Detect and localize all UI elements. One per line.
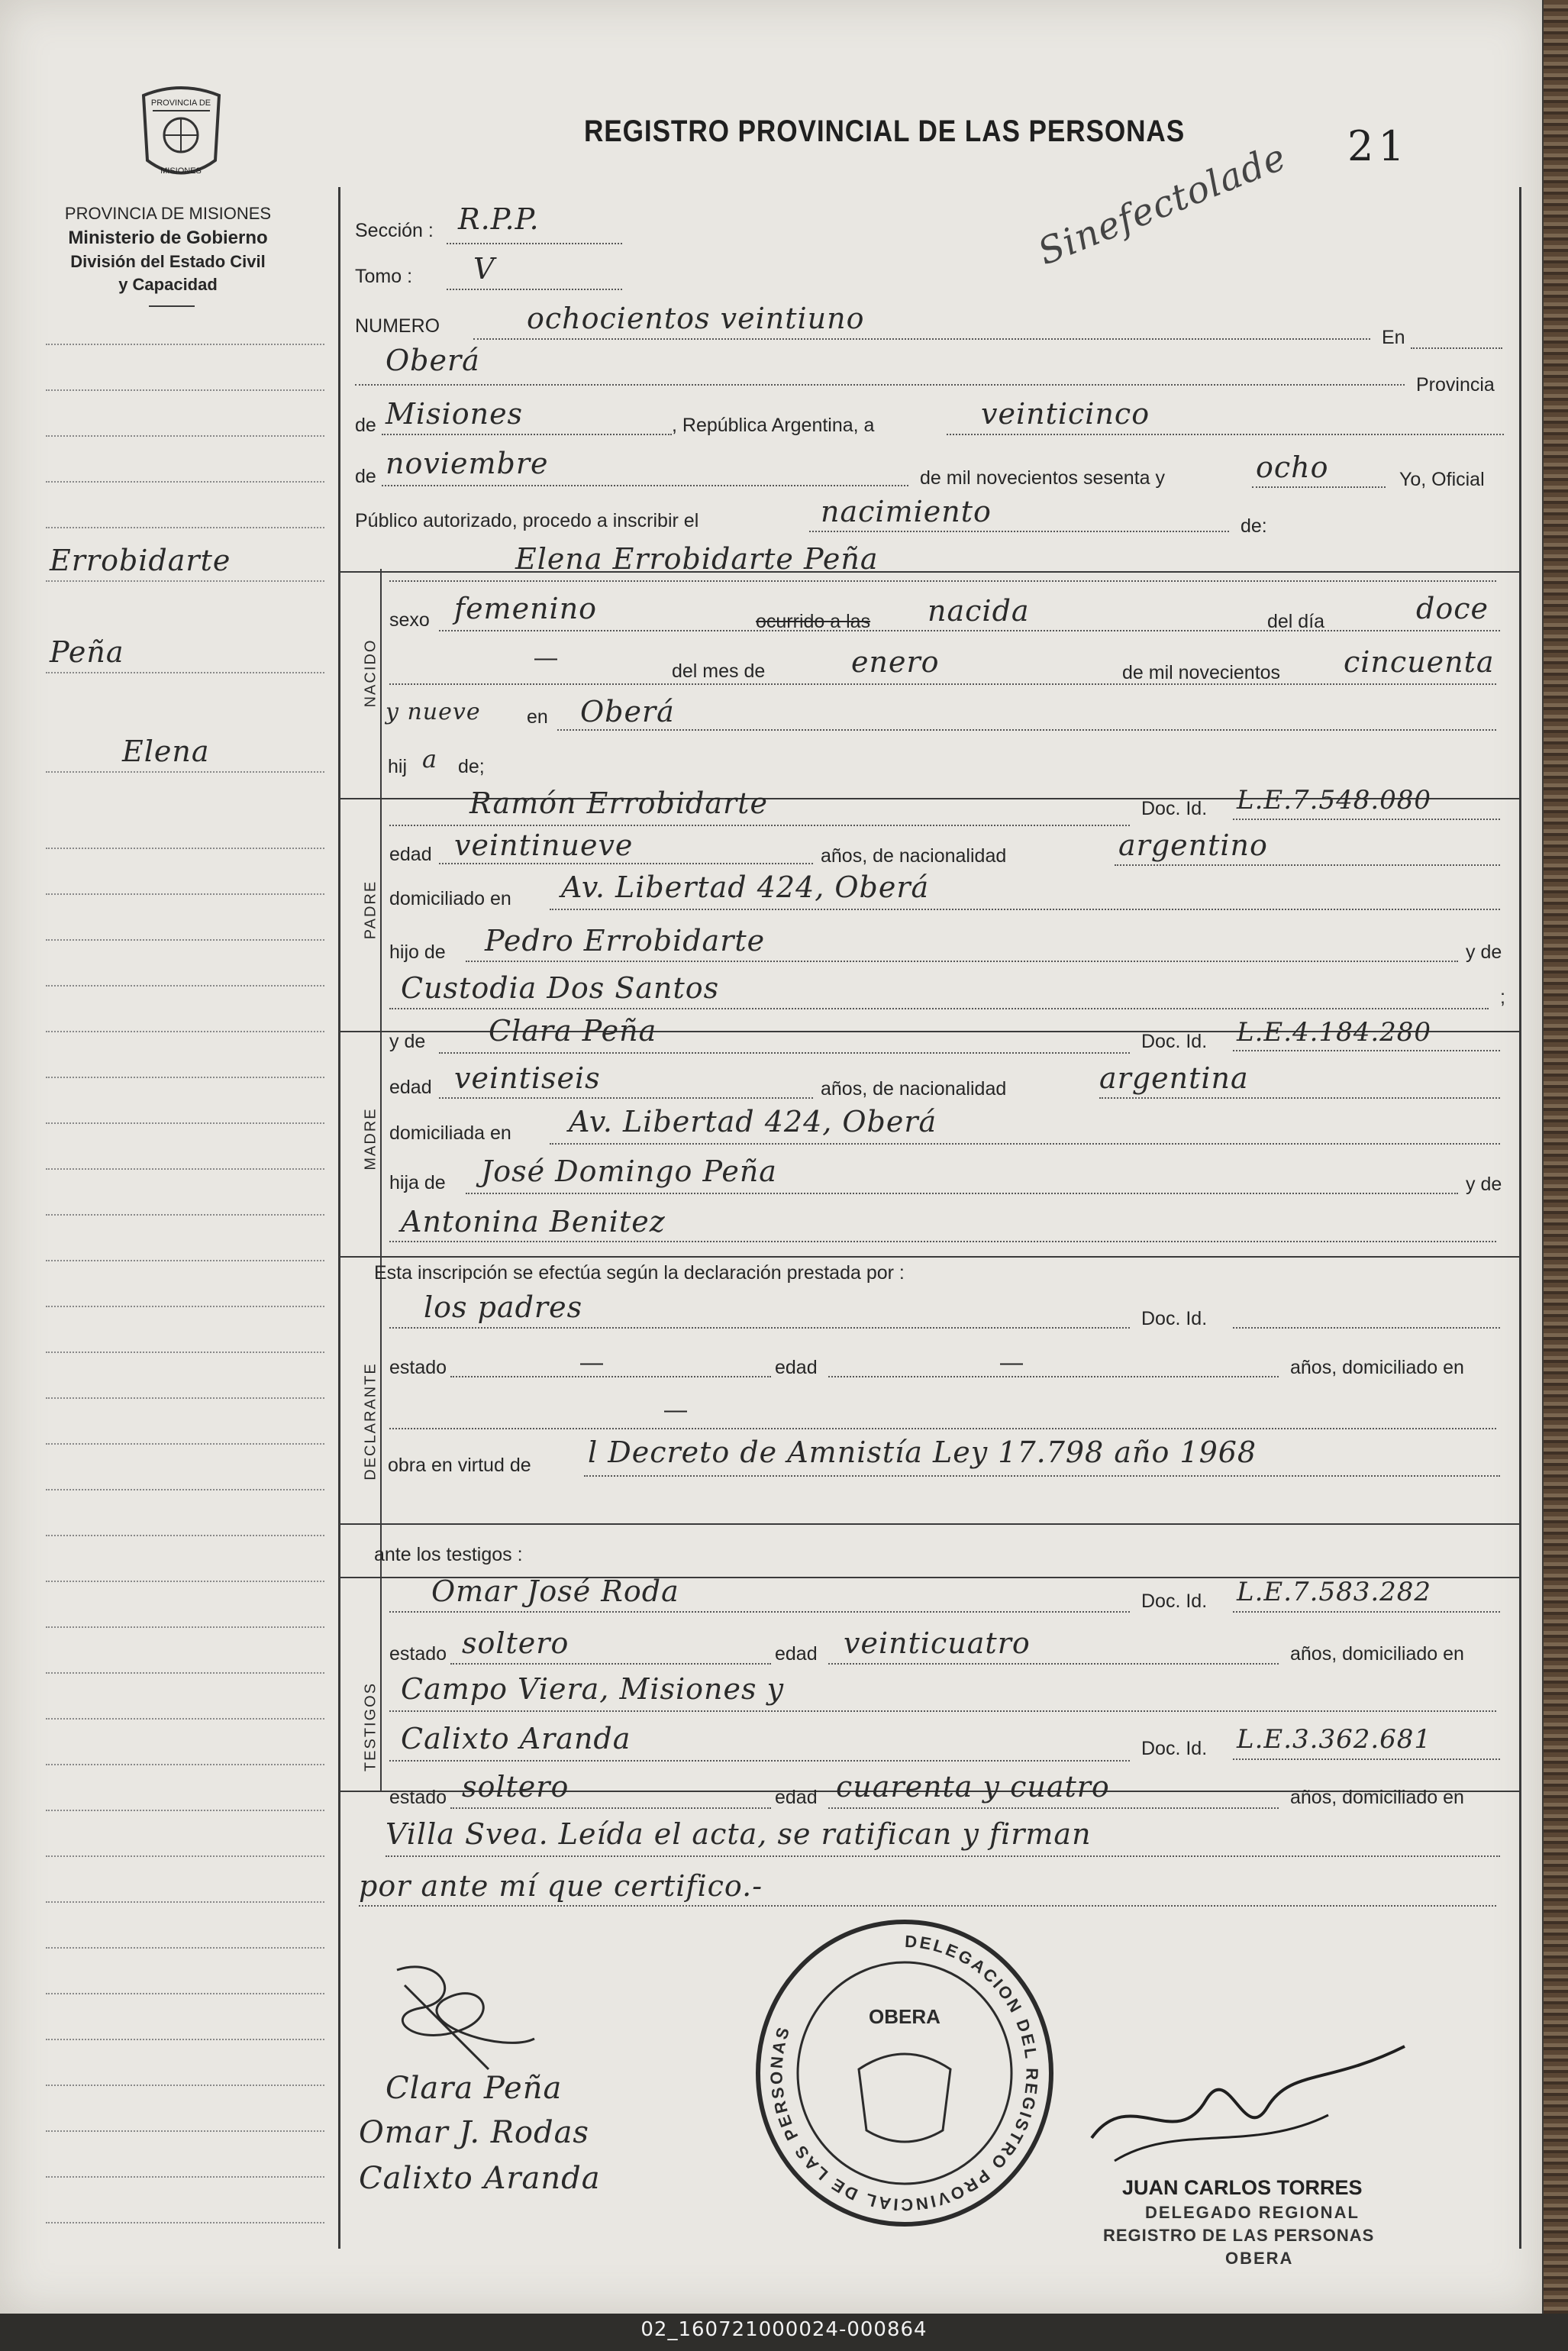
margin-line <box>46 939 324 941</box>
mil-novecientos-label: de mil novecientos <box>1122 662 1281 683</box>
father-name: Ramón Errobidarte <box>469 786 768 820</box>
margin-rule <box>338 187 340 2249</box>
closing-line-2 <box>359 1905 1496 1907</box>
republica-label: , República Argentina, a <box>672 415 875 436</box>
margin-line <box>46 771 324 773</box>
w1-estado-line <box>450 1663 771 1665</box>
seccion-line <box>447 243 622 244</box>
margin-line <box>46 848 324 849</box>
seccion-label: Sección : <box>355 220 434 241</box>
birth-year-value: cincuenta <box>1344 645 1495 679</box>
act-value: nacimiento <box>821 495 992 528</box>
mother-father-line <box>466 1193 1458 1194</box>
mother-nat-line <box>1099 1097 1500 1099</box>
agency-ministry: Ministerio de Gobierno <box>68 228 268 248</box>
agency-divider <box>149 305 195 307</box>
margin-line <box>46 1122 324 1124</box>
official-name: JUAN CARLOS TORRES <box>1122 2176 1363 2199</box>
father-father: Pedro Errobidarte <box>485 924 766 958</box>
father-age-line <box>439 863 813 864</box>
province-line <box>382 434 672 435</box>
cancel-stamp-handwriting: Sinefectolade <box>1032 135 1292 274</box>
official-round-stamp <box>752 1917 1057 2230</box>
w2-age: cuarenta y cuatro <box>836 1770 1110 1804</box>
emblem-text-bottom: MISIONES <box>160 166 202 176</box>
mother-edad-label: edad <box>389 1077 432 1098</box>
declarant-address-line <box>389 1428 1496 1429</box>
w1-doc-label: Doc. Id. <box>1141 1590 1208 1612</box>
w2-edad-label: edad <box>775 1787 818 1808</box>
declarant-address-dash: — <box>664 1397 687 1423</box>
tomo-label: Tomo : <box>355 266 413 287</box>
closing-line-1 <box>386 1855 1500 1857</box>
mother-age: veintiseis <box>454 1061 601 1095</box>
declarant-estado-line <box>450 1376 771 1377</box>
margin-line <box>46 1672 324 1674</box>
w1-estado: soltero <box>462 1626 569 1660</box>
side-label-testigos: TESTIGOS <box>362 1681 379 1772</box>
book-binding-edge <box>1544 0 1568 2314</box>
y-nueve-value: y nueve <box>386 699 481 725</box>
margin-line <box>46 481 324 483</box>
mother-nat-label: años, de nacionalidad <box>821 1078 1007 1100</box>
page-title: REGISTRO PROVINCIAL DE LAS PERSONAS <box>584 115 1186 148</box>
father-nat: argentino <box>1118 828 1268 862</box>
mother-father: José Domingo Peña <box>481 1155 777 1188</box>
declarant-edad-dash: — <box>1000 1350 1023 1375</box>
w2-estado-label: estado <box>389 1787 447 1808</box>
side-label-nacido: NACIDO <box>362 638 379 708</box>
place-value: Oberá <box>386 344 480 377</box>
w2-doc-label: Doc. Id. <box>1141 1738 1208 1759</box>
w2-estado: soltero <box>462 1770 569 1804</box>
side-label-madre: MADRE <box>362 1107 379 1171</box>
mother-doc-line <box>1233 1050 1500 1051</box>
w1-address-line <box>389 1710 1496 1712</box>
publico-label: Público autorizado, procedo a inscribir el <box>355 510 699 531</box>
testigos-label: ante los testigos : <box>374 1544 523 1565</box>
margin-line <box>46 1901 324 1903</box>
mother-address: Av. Libertad 424, Oberá <box>569 1105 937 1138</box>
province-value: Misiones <box>386 397 524 431</box>
margin-line <box>46 1855 324 1857</box>
w1-name-line <box>389 1611 1130 1613</box>
nacida-value: nacida <box>928 594 1030 628</box>
de-month-label: de <box>355 466 376 487</box>
mes-value: enero <box>851 645 940 679</box>
tomo-line <box>447 289 622 290</box>
margin-line <box>46 1626 324 1628</box>
dash-mark: — <box>534 645 557 670</box>
mother-nat: argentina <box>1099 1061 1249 1095</box>
de-colon-label: de: <box>1241 515 1267 537</box>
agency-province: PROVINCIA DE MISIONES <box>64 204 272 223</box>
section-rule <box>380 569 382 1791</box>
margin-line <box>46 1443 324 1445</box>
numero-label: NUMERO <box>355 315 440 337</box>
official-signature-icon <box>1084 2016 1412 2191</box>
obra-value: l Decreto de Amnistía Ley 17.798 año 1968 <box>588 1435 1257 1469</box>
father-hijo-de-label: hijo de <box>389 941 446 963</box>
mother-doc: L.E.4.184.280 <box>1237 1017 1432 1048</box>
margin-line <box>46 1489 324 1490</box>
father-nat-label: años, de nacionalidad <box>821 845 1007 867</box>
w2-doc-line <box>1233 1758 1500 1760</box>
en-small-label: en <box>527 706 548 728</box>
semicolon-mark: ; <box>1500 987 1505 1008</box>
tomo-value: V <box>473 252 495 286</box>
obra-label: obra en virtud de <box>388 1455 531 1476</box>
hij-suffix: a <box>422 744 438 773</box>
mother-name-line <box>439 1052 1130 1054</box>
w1-address: Campo Viera, Misiones y <box>401 1672 785 1706</box>
sexo-value: femenino <box>454 592 598 625</box>
margin-line <box>46 1306 324 1307</box>
margin-line <box>46 1581 324 1582</box>
w2-estado-line <box>450 1807 771 1809</box>
father-mother: Custodia Dos Santos <box>401 971 720 1005</box>
mil-label: de mil novecientos sesenta y <box>920 467 1166 489</box>
margin-line <box>46 985 324 987</box>
day-value: veinticinco <box>981 397 1150 431</box>
w2-age-line <box>828 1807 1279 1809</box>
margin-line <box>46 1352 324 1353</box>
margin-line <box>46 1397 324 1399</box>
scribble-signature-icon <box>351 1955 550 2085</box>
closing-text-2: por ante mí que certifico.- <box>359 1869 763 1903</box>
del-mes-label: del mes de <box>672 660 766 682</box>
w1-doc: L.E.7.583.282 <box>1237 1577 1432 1607</box>
margin-line <box>46 1077 324 1078</box>
margin-line <box>46 2130 324 2132</box>
birth-place-line <box>557 729 1496 731</box>
child-name-line <box>389 580 1496 582</box>
en-line <box>1411 347 1502 349</box>
numero-value: ochocientos veintiuno <box>527 302 865 335</box>
margin-line <box>46 344 324 345</box>
mother-name: Clara Peña <box>489 1014 657 1048</box>
father-mother-line <box>389 1008 1489 1009</box>
declarant-value: los padres <box>424 1290 583 1324</box>
stamp-ring-text: DELEGACION DEL REGISTRO PROVINCIAL DE LAS PERSONAS <box>766 1931 1042 2215</box>
del-dia-label: del día <box>1267 611 1325 632</box>
margin-line <box>46 1718 324 1720</box>
act-line <box>809 531 1229 532</box>
margin-note-surname: Errobidarte <box>50 544 231 577</box>
official-title: DELEGADO REGIONAL <box>1145 2203 1360 2222</box>
margin-note-second-surname: Peña <box>50 635 124 669</box>
w1-doc-line <box>1233 1611 1500 1613</box>
margin-line <box>46 1993 324 1994</box>
mother-age-line <box>439 1097 813 1099</box>
place-line <box>355 384 1405 386</box>
declarant-doc-line <box>1233 1327 1500 1329</box>
w2-doc: L.E.3.362.681 <box>1237 1724 1432 1755</box>
official-city: OBERA <box>1225 2249 1294 2268</box>
month-line <box>382 485 908 486</box>
margin-note-given-name: Elena <box>122 735 210 768</box>
sexo-label: sexo <box>389 609 430 631</box>
father-nat-line <box>1115 864 1500 866</box>
margin-line <box>46 1168 324 1170</box>
numero-line <box>473 338 1370 340</box>
de-label: de <box>355 415 376 436</box>
mother-y-de-label2: y de <box>1466 1174 1502 1195</box>
w2-domicilio-label: años, domiciliado en <box>1290 1787 1464 1808</box>
oficial-label: Yo, Oficial <box>1399 469 1485 490</box>
section-separator <box>338 1256 1519 1258</box>
margin-line <box>46 527 324 528</box>
hij-label: hij <box>388 756 408 777</box>
official-office: REGISTRO DE LAS PERSONAS <box>1103 2226 1375 2245</box>
father-edad-label: edad <box>389 844 432 865</box>
declarant-edad-line <box>828 1376 1279 1377</box>
w1-name: Omar José Roda <box>431 1574 679 1608</box>
signature-clara: Clara Peña <box>386 2071 563 2106</box>
de-semicolon-label: de; <box>458 756 485 777</box>
signature-omar: Omar J. Rodas <box>359 2115 589 2150</box>
mes-line <box>389 683 1496 685</box>
father-doc-label: Doc. Id. <box>1141 798 1208 819</box>
year-value: ocho <box>1256 451 1329 484</box>
father-address-line <box>550 909 1500 910</box>
father-father-line <box>466 961 1458 962</box>
declarant-domicilio-label: años, domiciliado en <box>1290 1357 1464 1378</box>
en-label: En <box>1382 327 1405 348</box>
province-emblem-icon <box>130 80 233 187</box>
child-name: Elena Errobidarte Peña <box>515 542 879 576</box>
mother-hija-de-label: hija de <box>389 1172 446 1193</box>
mother-mother: Antonina Benitez <box>401 1205 666 1238</box>
father-name-line <box>389 825 1130 826</box>
margin-line <box>46 2085 324 2086</box>
section-separator <box>338 1523 1519 1525</box>
ocurrido-label: ocurrido a las <box>756 611 871 632</box>
side-label-declarante: DECLARANTE <box>362 1362 379 1481</box>
declarant-estado-dash: — <box>580 1350 603 1375</box>
mother-doc-label: Doc. Id. <box>1141 1031 1208 1052</box>
father-address: Av. Libertad 424, Oberá <box>561 870 930 904</box>
w1-domicilio-label: años, domiciliado en <box>1290 1643 1464 1665</box>
stamp-center-text: OBERA <box>869 2005 940 2028</box>
father-domicilio-label: domiciliado en <box>389 888 511 909</box>
declarant-line <box>389 1327 1130 1329</box>
signature-calixto: Calixto Aranda <box>359 2161 601 2196</box>
margin-line <box>46 1260 324 1261</box>
margin-line <box>46 1764 324 1765</box>
margin-line <box>46 1535 324 1536</box>
month-value: noviembre <box>386 447 549 480</box>
margin-line <box>46 435 324 437</box>
father-doc: L.E.7.548.080 <box>1237 785 1432 815</box>
declarant-estado-label: estado <box>389 1357 447 1378</box>
margin-line <box>46 1810 324 1811</box>
w2-name-line <box>389 1760 1130 1762</box>
margin-line <box>46 893 324 895</box>
w1-edad-label: edad <box>775 1643 818 1665</box>
dia-value: doce <box>1416 592 1489 625</box>
day-line <box>947 434 1504 435</box>
father-age: veintinueve <box>454 828 634 862</box>
agency-division: División del Estado Civil <box>70 252 266 271</box>
margin-line <box>46 389 324 391</box>
mother-domicilio-label: domiciliada en <box>389 1122 511 1144</box>
father-y-de-label: y de <box>1466 941 1502 963</box>
declaracion-label: Esta inscripción se efectúa según la declaración prestada por : <box>374 1262 905 1284</box>
w2-name: Calixto Aranda <box>401 1722 631 1755</box>
closing-text-1: Villa Svea. Leída el acta, se ratifican y firman <box>386 1817 1092 1851</box>
margin-line <box>46 1947 324 1949</box>
mother-y-de-label: y de <box>389 1031 426 1052</box>
emblem-text-top: PROVINCIA DE <box>150 98 211 108</box>
margin-line <box>46 580 324 582</box>
margin-line <box>46 2039 324 2040</box>
mother-address-line <box>550 1143 1500 1145</box>
birth-place-value: Oberá <box>580 695 675 728</box>
w1-estado-label: estado <box>389 1643 447 1665</box>
page-number: 21 <box>1347 122 1409 170</box>
margin-line <box>46 2176 324 2178</box>
seccion-value: R.P.P. <box>458 202 540 236</box>
sexo-line <box>439 630 1500 631</box>
right-rule <box>1519 187 1521 2249</box>
declarant-doc-label: Doc. Id. <box>1141 1308 1208 1329</box>
margin-line <box>46 672 324 673</box>
agency-capacity: y Capacidad <box>118 275 218 294</box>
year-line <box>1252 486 1386 488</box>
margin-line <box>46 1031 324 1032</box>
provincia-label: Provincia <box>1416 374 1495 396</box>
margin-line <box>46 1214 324 1216</box>
obra-line <box>584 1475 1500 1477</box>
svg-text:DELEGACION DEL REGISTRO PROVIN <box>766 1932 1041 2214</box>
w1-age-line <box>828 1663 1279 1665</box>
margin-line <box>46 2222 324 2223</box>
image-id-label: 02_160721000024-000864 <box>640 2318 928 2341</box>
mother-mother-line <box>389 1241 1496 1242</box>
w1-age: veinticuatro <box>844 1626 1031 1660</box>
father-doc-line <box>1233 819 1500 820</box>
declarant-edad-label: edad <box>775 1357 818 1378</box>
side-label-padre: PADRE <box>362 880 379 940</box>
